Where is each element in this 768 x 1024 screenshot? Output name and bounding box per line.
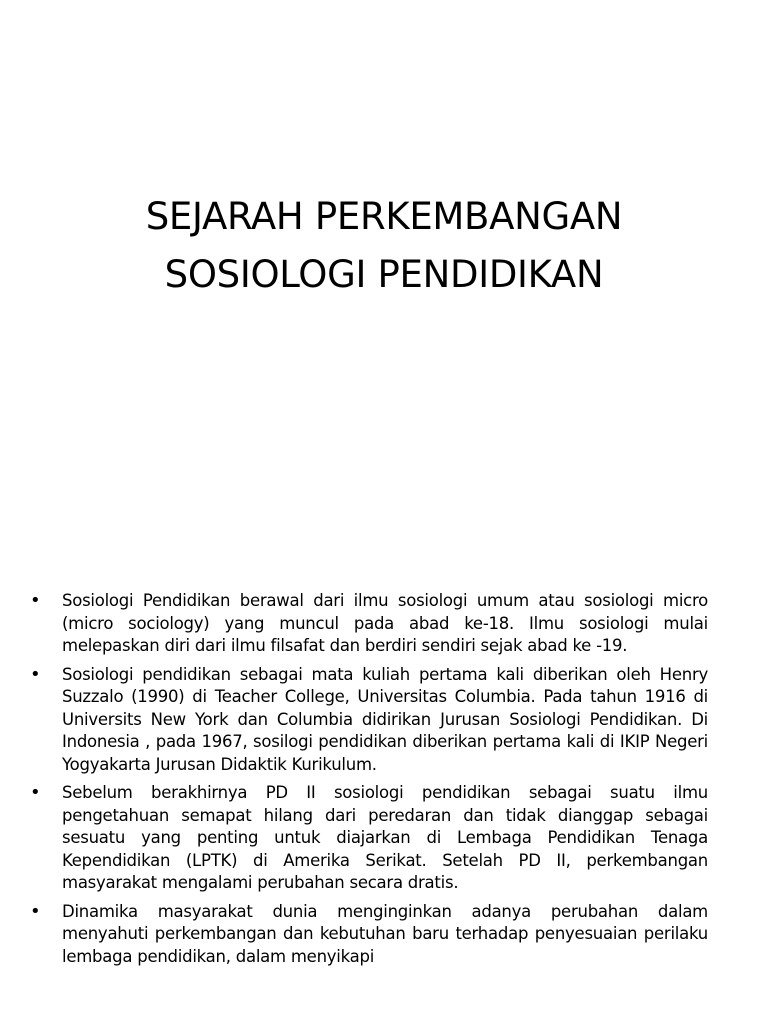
bullet-icon: • (30, 782, 41, 803)
content-slide (0, 576, 768, 1024)
bullet-text-3: Sebelum berakhirnya PD II sosiologi pendidikan sebagai suatu ilmu pengetahuan semapat hilang dari peredaran dan tidak dianggap sebagai sesuatu yang penting untuk diajarkan di Lembaga Pendidikan Tenaga Kependidikan (LPTK) di Amerika Serikat. Setelah PD II, perkembangan masyarakat mengalami perubahan secara dratis. (62, 783, 708, 892)
bullet-item-2 (30, 664, 708, 777)
bullet-icon: • (30, 663, 41, 685)
bullet-text-1: Sosiologi Pendidikan berawal dari ilmu sosiologi umum atau sosiologi micro (micro sociology) yang muncul pada abad ke-18. Ilmu sosiologi mulai melepaskan diri dari ilmu filsafat dan berdiri sendiri sejak abad ke -19. (62, 591, 708, 655)
bullet-icon: • (30, 900, 41, 922)
bullet-item-3 (30, 782, 708, 895)
slide-title-line-2: SOSIOLOGI PENDIDIKAN (164, 253, 604, 296)
bullet-item-1 (30, 590, 708, 658)
slide-title-line-1: SEJARAH PERKEMBANGAN (145, 195, 623, 238)
bullet-list (30, 590, 708, 974)
bullet-item-4 (30, 901, 708, 969)
bullet-text-4: Dinamika masyarakat dunia menginginkan adanya perubahan dalam menyahuti perkembangan dan kebutuhan baru terhadap penyesuaian perilaku lembaga pendidikan, dalam menyikapi (62, 901, 708, 966)
slide-title (40, 188, 728, 304)
bullet-icon: • (30, 590, 41, 611)
bullet-text-2: Sosiologi pendidikan sebagai mata kuliah pertama kali diberikan oleh Henry Suzzalo (1990) di Teacher College, Universitas Columbia. Pada tahun 1916 di Universits New York dan Columbia didirikan Jurusan Sosiologi Pendidikan. Di Indonesia , pada 1967, sosilogi pendidikan diberikan pertama kali di IKIP Negeri Yogyakarta Jurusan Didaktik Kurikulum. (62, 664, 708, 774)
